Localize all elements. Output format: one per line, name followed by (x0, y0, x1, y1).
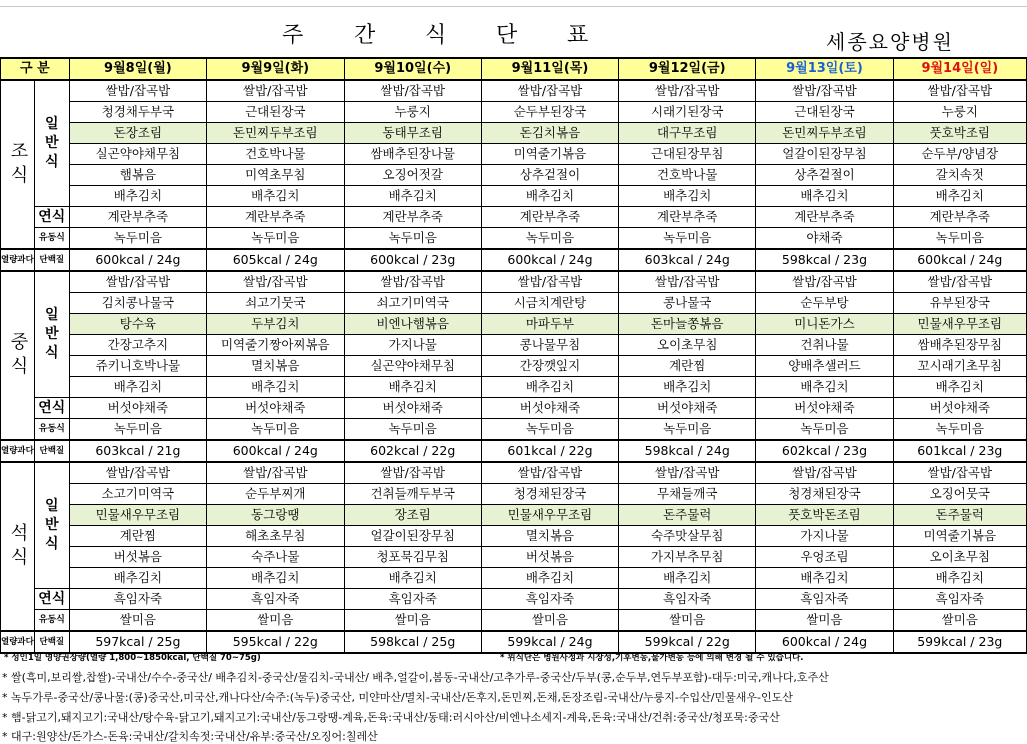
dish-cell: 순두부된장국 (481, 102, 618, 123)
soft-cell: 흑임자죽 (207, 589, 345, 610)
general-label-text: 일반식 (45, 498, 59, 552)
dish-cell: 꼬시래기초무침 (893, 356, 1026, 377)
dish-cell: 무채들깨국 (619, 484, 756, 505)
liquid-cell: 녹두미음 (69, 228, 206, 250)
menu-row (1, 123, 1027, 144)
weekly-menu-table (0, 57, 1027, 654)
kcal-cell: 600kcal / 24g (481, 249, 618, 271)
liquid-cell: 야채죽 (756, 228, 893, 250)
meal-label: 조식 (1, 80, 35, 249)
dish-cell: 미니돈가스 (756, 314, 893, 335)
kcal-row (1, 631, 1027, 653)
kcal-row (1, 249, 1027, 271)
dish-cell: 건취들깨두부국 (344, 484, 481, 505)
kcal-cell: 599kcal / 22g (619, 631, 756, 653)
kcal-label: 열량과다 (1, 440, 35, 462)
title-char: 표 (567, 23, 589, 48)
dish-cell: 멸치볶음 (481, 526, 618, 547)
dish-cell: 배추김치 (344, 377, 481, 398)
soft-cell: 버섯야채죽 (756, 398, 893, 419)
dish-cell: 마파두부 (481, 314, 618, 335)
kcal-cell: 597kcal / 25g (69, 631, 206, 653)
day-header: 9월11일(목) (481, 58, 618, 80)
dish-cell: 갈치속젓 (893, 165, 1026, 186)
liquid-cell: 녹두미음 (893, 228, 1026, 250)
soft-cell: 계란부추죽 (893, 207, 1026, 228)
dish-cell: 버섯볶음 (69, 547, 206, 568)
dish-cell: 순두부/양념장 (893, 144, 1026, 165)
dish-cell: 민물새우무조림 (481, 505, 618, 526)
dish-cell: 배추김치 (481, 186, 618, 207)
dish-cell: 햄볶음 (69, 165, 206, 186)
dish-cell: 돈마늘쫑볶음 (619, 314, 756, 335)
dish-cell: 민물새우무조림 (69, 505, 206, 526)
dish-cell: 쌈배추된장나물 (344, 144, 481, 165)
header-row (1, 58, 1027, 80)
dish-cell: 멸치볶음 (207, 356, 345, 377)
dish-cell: 미역초무침 (207, 165, 345, 186)
dish-cell: 돈민찌두부조림 (207, 123, 345, 144)
menu-row (1, 568, 1027, 589)
soft-cell: 계란부추죽 (344, 207, 481, 228)
menu-row (1, 547, 1027, 568)
dish-cell: 배추김치 (619, 568, 756, 589)
dish-cell: 배추김치 (619, 186, 756, 207)
dish-cell: 쌀밥/잡곡밥 (756, 462, 893, 484)
general-label (34, 462, 69, 589)
dish-cell: 근대된장무침 (619, 144, 756, 165)
soft-cell: 계란부추죽 (756, 207, 893, 228)
dish-cell: 탕수육 (69, 314, 206, 335)
dish-cell: 쌀밥/잡곡밥 (344, 462, 481, 484)
dish-cell: 두부김치 (207, 314, 345, 335)
note-nutrition: * 성인1일 영양권장량(열량 1,800~1850kcal, 단백질 70~75g) (4, 653, 261, 663)
dish-cell: 배추김치 (481, 377, 618, 398)
general-label (34, 271, 69, 398)
soft-cell: 흑임자죽 (344, 589, 481, 610)
hospital-name: 세종요양병원 (826, 30, 954, 54)
dish-cell: 쌀밥/잡곡밥 (207, 271, 345, 293)
dish-cell: 시금치계란탕 (481, 293, 618, 314)
menu-row (1, 165, 1027, 186)
dish-cell: 쌀밥/잡곡밥 (344, 271, 481, 293)
menu-row (1, 293, 1027, 314)
meal-label: 석식 (1, 462, 35, 631)
liquid-cell: 쌀미음 (893, 610, 1026, 632)
day-header: 9월14일(일) (893, 58, 1026, 80)
liquid-cell: 녹두미음 (207, 419, 345, 441)
liquid-cell: 쌀미음 (619, 610, 756, 632)
dish-cell: 누룽지 (893, 102, 1026, 123)
dish-cell: 쇠고기뭇국 (207, 293, 345, 314)
dish-cell: 근대된장국 (756, 102, 893, 123)
liquid-cell: 쌀미음 (344, 610, 481, 632)
dish-cell: 배추김치 (344, 568, 481, 589)
meal-label: 중식 (1, 271, 35, 440)
dish-cell: 미역줄기볶음 (893, 526, 1026, 547)
dish-cell: 청포묵김무침 (344, 547, 481, 568)
protein-label: 단백질 (34, 440, 69, 462)
soft-cell: 계란부추죽 (69, 207, 206, 228)
dish-cell: 장조림 (344, 505, 481, 526)
dish-cell: 돈주물럭 (893, 505, 1026, 526)
soft-cell: 계란부추죽 (207, 207, 345, 228)
kcal-cell: 598kcal / 24g (619, 440, 756, 462)
note-origin-1: * 쌀(흑미,보리쌀,찹쌀)-국내산/수수-중국산/ 배추김치-중국산/물김치-국내산/ 배추,얼갈이,봄동-국내산/고추가루-중국산/두부(콩,순두부,연두부포함)-대두:미국,캐나다,호주산 (2, 671, 829, 684)
soft-label: 연식 (34, 589, 69, 610)
liquid-cell: 쌀미음 (756, 610, 893, 632)
soft-cell: 흑임자죽 (481, 589, 618, 610)
general-label (34, 80, 69, 207)
dish-cell: 배추김치 (207, 568, 345, 589)
dish-cell: 배추김치 (756, 377, 893, 398)
dish-cell: 건호박나물 (619, 165, 756, 186)
day-header: 9월10일(수) (344, 58, 481, 80)
dish-cell: 간장고추지 (69, 335, 206, 356)
title-char: 간 (354, 23, 376, 48)
dish-cell: 숙주나물 (207, 547, 345, 568)
dish-cell: 돈장조림 (69, 123, 206, 144)
kcal-cell: 600kcal / 24g (893, 249, 1026, 271)
dish-cell: 쌀밥/잡곡밥 (756, 271, 893, 293)
dish-cell: 동그랑땡 (207, 505, 345, 526)
dish-cell: 콩나물무침 (481, 335, 618, 356)
general-label-text: 일반식 (45, 116, 59, 170)
dish-cell: 쌀밥/잡곡밥 (619, 80, 756, 102)
note-origin-2: * 녹두가루-중국산/콩나물:(콩)중국산,미국산,캐나다산/숙주:(녹두)중국산, 미얀마산/멸치-국내산/돈후지,돈민찌,돈채,돈장조림-국내산/누룽지-수입산/민물새우-인도산 (2, 691, 793, 704)
kcal-cell: 603kcal / 24g (619, 249, 756, 271)
dish-cell: 가지나물 (344, 335, 481, 356)
liquid-label: 유동식 (34, 228, 69, 250)
dish-cell: 쌀밥/잡곡밥 (893, 80, 1026, 102)
dish-cell: 쌀밥/잡곡밥 (481, 80, 618, 102)
menu-row (1, 462, 1027, 484)
liquid-cell: 쌀미음 (207, 610, 345, 632)
dish-cell: 양배추샐러드 (756, 356, 893, 377)
dish-cell: 동태무조림 (344, 123, 481, 144)
menu-row (1, 377, 1027, 398)
dish-cell: 시래기된장국 (619, 102, 756, 123)
dish-cell: 건호박나물 (207, 144, 345, 165)
dish-cell: 청경채된장국 (481, 484, 618, 505)
soft-label: 연식 (34, 207, 69, 228)
dish-cell: 쌀밥/잡곡밥 (619, 462, 756, 484)
soft-row (1, 589, 1027, 610)
protein-label: 단백질 (34, 249, 69, 271)
dish-cell: 쇠고기미역국 (344, 293, 481, 314)
kcal-cell: 600kcal / 24g (756, 631, 893, 653)
kcal-cell: 600kcal / 24g (207, 440, 345, 462)
soft-cell: 버섯야채죽 (344, 398, 481, 419)
dish-cell: 오이초무침 (893, 547, 1026, 568)
menu-row (1, 80, 1027, 102)
dish-cell: 배추김치 (893, 186, 1026, 207)
kcal-row (1, 440, 1027, 462)
dish-cell: 배추김치 (69, 377, 206, 398)
dish-cell: 쌀밥/잡곡밥 (619, 271, 756, 293)
dish-cell: 배추김치 (481, 568, 618, 589)
dish-cell: 청경채된장국 (756, 484, 893, 505)
kcal-label: 열량과다 (1, 631, 35, 653)
dish-cell: 쌀밥/잡곡밥 (481, 462, 618, 484)
kcal-cell: 600kcal / 23g (344, 249, 481, 271)
liquid-cell: 녹두미음 (619, 228, 756, 250)
dish-cell: 근대된장국 (207, 102, 345, 123)
dish-cell: 청경채두부국 (69, 102, 206, 123)
dish-cell: 건취나물 (756, 335, 893, 356)
dish-cell: 상추겉절이 (481, 165, 618, 186)
dish-cell: 배추김치 (893, 377, 1026, 398)
soft-cell: 흑임자죽 (893, 589, 1026, 610)
note-origin-4: * 대구:원양산/돈가스-돈육:국내산/갈치속젓:국내산/유부:중국산/오징어:칠레산 (2, 730, 378, 743)
dish-cell: 미역줄기볶음 (481, 144, 618, 165)
menu-row (1, 356, 1027, 377)
menu-row (1, 335, 1027, 356)
liquid-cell: 녹두미음 (207, 228, 345, 250)
liquid-cell: 쌀미음 (481, 610, 618, 632)
kcal-cell: 598kcal / 23g (756, 249, 893, 271)
day-header: 9월13일(토) (756, 58, 893, 80)
dish-cell: 비엔나햄볶음 (344, 314, 481, 335)
title-bar (0, 8, 1027, 56)
dish-cell: 쌀밥/잡곡밥 (344, 80, 481, 102)
dish-cell: 배추김치 (344, 186, 481, 207)
dish-cell: 김치콩나물국 (69, 293, 206, 314)
dish-cell: 순두부탕 (756, 293, 893, 314)
kcal-cell: 602kcal / 22g (344, 440, 481, 462)
dish-cell: 미역줄기짱아찌볶음 (207, 335, 345, 356)
liquid-cell: 녹두미음 (619, 419, 756, 441)
day-header: 9월9일(화) (207, 58, 345, 80)
soft-cell: 흑임자죽 (619, 589, 756, 610)
liquid-label: 유동식 (34, 610, 69, 632)
kcal-cell: 598kcal / 25g (344, 631, 481, 653)
kcal-cell: 601kcal / 22g (481, 440, 618, 462)
liquid-cell: 녹두미음 (344, 419, 481, 441)
dish-cell: 배추김치 (207, 186, 345, 207)
soft-cell: 흑임자죽 (756, 589, 893, 610)
header-label: 구 분 (1, 58, 70, 80)
menu-row (1, 505, 1027, 526)
dish-cell: 쌀밥/잡곡밥 (207, 80, 345, 102)
kcal-cell: 599kcal / 23g (893, 631, 1026, 653)
soft-cell: 버섯야채죽 (619, 398, 756, 419)
dish-cell: 상추겉절이 (756, 165, 893, 186)
dish-cell: 쌀밥/잡곡밥 (69, 462, 206, 484)
dish-cell: 우엉조림 (756, 547, 893, 568)
dish-cell: 계란찜 (69, 526, 206, 547)
dish-cell: 민물새우무조림 (893, 314, 1026, 335)
dish-cell: 쌀밥/잡곡밥 (893, 462, 1026, 484)
liquid-cell: 녹두미음 (481, 228, 618, 250)
soft-cell: 버섯야채죽 (69, 398, 206, 419)
dish-cell: 풋호박돈조림 (756, 505, 893, 526)
dish-cell: 소고기미역국 (69, 484, 206, 505)
dish-cell: 실곤약야채무침 (69, 144, 206, 165)
dish-cell: 돈주물럭 (619, 505, 756, 526)
soft-cell: 계란부추죽 (619, 207, 756, 228)
dish-cell: 얼갈이된장무침 (344, 526, 481, 547)
soft-label: 연식 (34, 398, 69, 419)
dish-cell: 풋호박조림 (893, 123, 1026, 144)
kcal-cell: 599kcal / 24g (481, 631, 618, 653)
kcal-cell: 603kcal / 21g (69, 440, 206, 462)
dish-cell: 돈민찌두부조림 (756, 123, 893, 144)
day-header: 9월8일(월) (69, 58, 206, 80)
dish-cell: 쌀밥/잡곡밥 (69, 271, 206, 293)
dish-cell: 배추김치 (69, 186, 206, 207)
dish-cell: 누룽지 (344, 102, 481, 123)
liquid-cell: 녹두미음 (344, 228, 481, 250)
liquid-cell: 녹두미음 (69, 419, 206, 441)
kcal-cell: 602kcal / 23g (756, 440, 893, 462)
menu-row (1, 186, 1027, 207)
dish-cell: 배추김치 (893, 568, 1026, 589)
spreadsheet-top-edge (0, 0, 1027, 7)
general-label-text: 일반식 (45, 307, 59, 361)
dish-cell: 해초초무침 (207, 526, 345, 547)
title-char: 식 (425, 23, 447, 48)
dish-cell: 배추김치 (619, 377, 756, 398)
dish-cell: 버섯볶음 (481, 547, 618, 568)
dish-cell: 콩나물국 (619, 293, 756, 314)
dish-cell: 오이초무침 (619, 335, 756, 356)
dish-cell: 실곤약야채무침 (344, 356, 481, 377)
dish-cell: 유부된장국 (893, 293, 1026, 314)
dish-cell: 얼갈이된장무침 (756, 144, 893, 165)
menu-row (1, 314, 1027, 335)
liquid-row (1, 419, 1027, 441)
dish-cell: 쌀밥/잡곡밥 (893, 271, 1026, 293)
dish-cell: 순두부찌개 (207, 484, 345, 505)
menu-row (1, 271, 1027, 293)
dish-cell: 가지부추무침 (619, 547, 756, 568)
liquid-cell: 녹두미음 (893, 419, 1026, 441)
dish-cell: 배추김치 (756, 186, 893, 207)
menu-row (1, 102, 1027, 123)
dish-cell: 쌀밥/잡곡밥 (756, 80, 893, 102)
soft-cell: 버섯야채죽 (207, 398, 345, 419)
dish-cell: 계란찜 (619, 356, 756, 377)
dish-cell: 오징어뭇국 (893, 484, 1026, 505)
soft-cell: 흑임자죽 (69, 589, 206, 610)
liquid-cell: 녹두미음 (756, 419, 893, 441)
liquid-cell: 녹두미음 (481, 419, 618, 441)
dish-cell: 쌀밥/잡곡밥 (207, 462, 345, 484)
kcal-cell: 601kcal / 23g (893, 440, 1026, 462)
kcal-cell: 600kcal / 24g (69, 249, 206, 271)
title-char: 단 (496, 23, 518, 48)
dish-cell: 쌀밥/잡곡밥 (69, 80, 206, 102)
soft-cell: 버섯야채죽 (893, 398, 1026, 419)
note-change: * 위식단은 병원사정과 시장성,기후변동,물가변동 등에 의해 변경 될 수 있습니다. (500, 653, 804, 663)
dish-cell: 쌀밥/잡곡밥 (481, 271, 618, 293)
dish-cell: 쌈배추된장무침 (893, 335, 1026, 356)
liquid-cell: 쌀미음 (69, 610, 206, 632)
dish-cell: 오징어젓갈 (344, 165, 481, 186)
menu-row (1, 526, 1027, 547)
soft-cell: 버섯야채죽 (481, 398, 618, 419)
kcal-label: 열량과다 (1, 249, 35, 271)
liquid-row (1, 610, 1027, 632)
dish-cell: 배추김치 (756, 568, 893, 589)
menu-row (1, 144, 1027, 165)
dish-cell: 숙주맛살무침 (619, 526, 756, 547)
dish-cell: 쥬키니호박나물 (69, 356, 206, 377)
title-char: 주 (282, 23, 304, 48)
liquid-label: 유동식 (34, 419, 69, 441)
dish-cell: 대구무조림 (619, 123, 756, 144)
liquid-row (1, 228, 1027, 250)
dish-cell: 가지나물 (756, 526, 893, 547)
kcal-cell: 595kcal / 22g (207, 631, 345, 653)
dish-cell: 배추김치 (207, 377, 345, 398)
dish-cell: 배추김치 (69, 568, 206, 589)
menu-row (1, 484, 1027, 505)
note-origin-3: * 햄-닭고기,돼지고기:국내산/탕수육-닭고기,돼지고기:국내산/동그랑땡-계육,돈육:국내산/동태:러시아산/비엔나소세지-계육,돈육:국내산/건취:중국산/청포묵:중국산 (2, 711, 780, 724)
soft-row (1, 207, 1027, 228)
soft-cell: 계란부추죽 (481, 207, 618, 228)
dish-cell: 간장깻잎지 (481, 356, 618, 377)
soft-row (1, 398, 1027, 419)
protein-label: 단백질 (34, 631, 69, 653)
kcal-cell: 605kcal / 24g (207, 249, 345, 271)
dish-cell: 돈김치볶음 (481, 123, 618, 144)
day-header: 9월12일(금) (619, 58, 756, 80)
